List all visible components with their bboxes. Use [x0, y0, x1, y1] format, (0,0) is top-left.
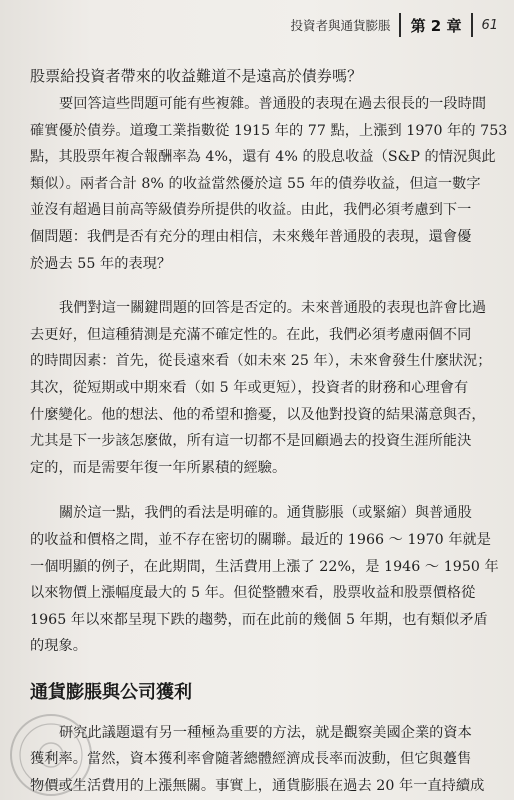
text-line: 我們對這一關鍵問題的回答是否定的。未來普通股的表現也許會比過	[59, 300, 487, 317]
text-line: 研究此議題還有另一種極為重要的方法，就是觀察美國企業的資本	[59, 724, 472, 741]
text-line: 獲利率。當然，資本獲利率會隨著總體經濟成長率而波動，但它與躉售	[30, 751, 472, 768]
text-line: 去更好，但這種猜測是充滿不確定性的。在此，我們必須考慮兩個不同	[30, 326, 472, 343]
paragraph-3	[30, 500, 499, 660]
text-line: 1965 年以來都呈現下跌的趨勢，而在此前的幾個 5 年期，也有類似矛盾	[30, 611, 488, 628]
paragraph-4	[30, 720, 487, 800]
header-title: 投資者與通貨膨脹	[290, 18, 391, 33]
page-number: 61	[481, 17, 498, 33]
text-line: 要回答這些問題可能有些複雜。普通股的表現在過去很長的一段時間	[59, 96, 487, 112]
section-heading: 通貨膨脹與公司獲利	[30, 681, 192, 703]
paragraph-2	[30, 295, 492, 481]
header-chapter: 第 2 章	[410, 16, 462, 35]
question-line: 股票給投資者帶來的收益難道不是遠高於債券嗎？	[30, 67, 363, 85]
text-line: 其次，從短期或中期來看（如 5 年或更短），投資者的財務和心理會有	[30, 379, 469, 396]
header-divider	[399, 13, 401, 37]
page-body	[30, 63, 508, 800]
text-line: 的現象。	[30, 638, 87, 655]
text-line: 類似）。兩者合計 8% 的收益當然優於這 55 年的債券收益，但這一數字	[30, 175, 481, 192]
text-line: 關於這一點，我們的看法是明確的。通貨膨脹（或緊縮）與普通股	[59, 505, 472, 522]
paragraph-1	[30, 91, 508, 277]
text-line: 的時間因素：首先，從長遠來看（如未來 25 年），未來會發生什麼狀況；	[30, 353, 492, 370]
text-line: 的收益和價格之間，並不存在密切的關聯。最近的 1966 ～ 1970 年就是	[30, 531, 492, 548]
text-line: 並沒有超過目前高等級債券所提供的收益。由此，我們必須考慮到下一	[30, 202, 472, 219]
text-line: 以來物價上漲幅度最大的 5 年。但從整體來看，股票收益和股票價格從	[30, 585, 476, 602]
text-line: 個問題：我們是否有充分的理由相信，未來幾年普通股的表現，還會優	[30, 228, 472, 245]
text-line: 定的，而是需要年復一年所累積的經驗。	[30, 459, 287, 476]
text-line: 點，其股票年複合報酬率為 4%，還有 4% 的股息收益（S&P 的情況與此	[30, 149, 496, 166]
text-line: 確實優於債券。道瓊工業指數從 1915 年的 77 點，上漲到 1970 年的 753	[30, 122, 508, 139]
text-line: 什麼變化。他的想法、他的希望和擔憂，以及他對投資的結果滿意與否，	[30, 406, 486, 423]
text-line: 尤其是下一步該怎麼做，所有這一切都不是回顧過去的投資生涯所能決	[30, 433, 472, 450]
text-line: 一個明顯的例子，在此期間，生活費用上漲了 22%，是 1946 ～ 1950 年	[30, 558, 499, 575]
text-line: 於過去 55 年的表現？	[30, 255, 172, 272]
running-header	[291, 13, 498, 37]
header-divider	[471, 13, 473, 37]
text-line: 物價或生活費用的上漲無關。事實上，通貨膨脹在過去 20 年一直持續成	[30, 778, 485, 795]
